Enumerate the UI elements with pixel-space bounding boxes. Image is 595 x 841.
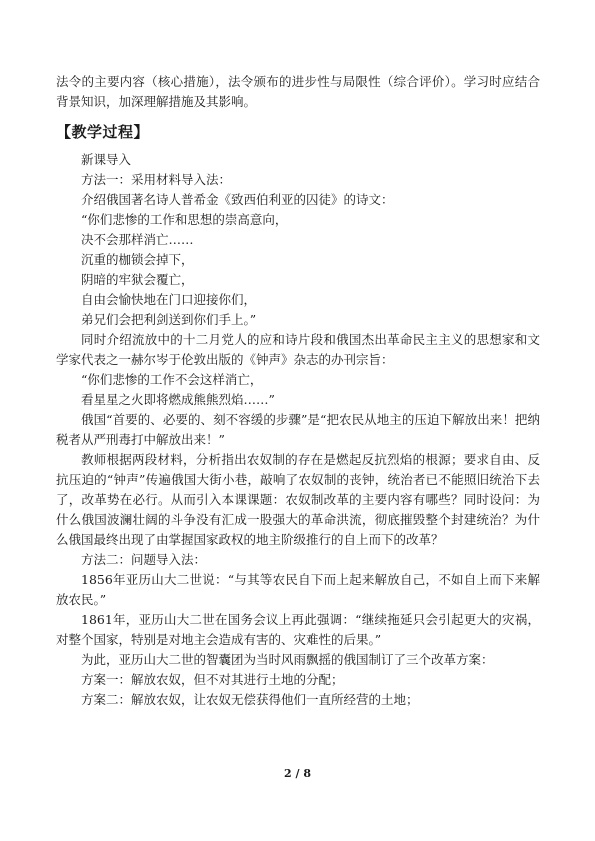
quote-line: 看星星之火即将燃成熊熊烈焰……” xyxy=(81,392,275,407)
poem-line: “你们悲惨的工作和思想的崇高意向， xyxy=(81,212,288,227)
body-paragraph: 1861年，亚历山大二世在国务会议上再此强调：“继续拖延只会引起更大的灾祸，对整个国家，特别是对地主会造成有害的、灾难性的后果。” xyxy=(56,612,540,647)
section-heading: 【教学过程】 xyxy=(56,123,150,141)
body-paragraph: 俄国“首要的、必要的、刻不容缓的步骤”是“把农民从地主的压迫下解放出来！把纳税者从严刑毒打中解放出来！” xyxy=(56,412,540,447)
body-section xyxy=(56,150,540,710)
intro-paragraph: 法令的主要内容（核心措施），法令颁布的进步性与局限性（综合评价）。学习时应结合背景知识，加深理解措施及其影响。 xyxy=(56,74,540,109)
poem-line: 弟兄们会把利剑送到你们手上。” xyxy=(81,312,257,327)
body-paragraph: 方法二：问题导入法： xyxy=(81,552,207,567)
body-paragraph: 新课导入 xyxy=(81,152,132,167)
body-paragraph: 为此，亚历山大二世的智囊团为当时风雨飘摇的俄国制订了三个改革方案： xyxy=(81,652,494,667)
body-paragraph: 方案一：解放农奴，但不对其进行土地的分配； xyxy=(81,672,344,687)
poem-line: 决不会那样消亡…… xyxy=(81,232,194,247)
body-paragraph: 教师根据两段材料，分析指出农奴制的存在是燃起反抗烈焰的根源；要求自由、反抗压迫的“钟声”传遍俄国大街小巷，敲响了农奴制的丧钟，统治者已不能照旧统治下去了，改革势在必行。从而引入本课课题：农奴制改革的主要内容有哪些？同时设问：为什么俄国波澜壮阔的斗争没有汇成一股强大的革命洪流，彻底摧毁整个封建统治？为什么俄国最终出现了由掌握国家政权的地主阶级推行的自上而下的改革？ xyxy=(56,452,540,547)
body-paragraph: 同时介绍流放中的十二月党人的应和诗片段和俄国杰出革命民主主义的思想家和文学家代表之一赫尔岑于伦敦出版的《钟声》杂志的办刊宗旨： xyxy=(56,332,540,367)
quote-line: “你们悲惨的工作不会这样消亡， xyxy=(81,372,263,387)
poem-line: 沉重的枷锁会掉下， xyxy=(81,252,194,267)
body-paragraph: 方法一：采用材料导入法： xyxy=(81,172,232,187)
body-paragraph: 介绍俄国著名诗人普希金《致西伯利亚的囚徒》的诗文： xyxy=(81,192,394,207)
poem-line: 自由会愉快地在门口迎接你们， xyxy=(81,292,257,307)
body-paragraph: 方案二：解放农奴，让农奴无偿获得他们一直所经营的土地； xyxy=(81,692,419,707)
intro-section xyxy=(56,72,540,112)
poem-line: 阴暗的牢狱会覆亡， xyxy=(81,272,194,287)
body-paragraph: 1856年亚历山大二世说：“与其等农民自下而上起来解放自己，不如自上而下来解放农民。” xyxy=(56,572,540,607)
page-number: 2 / 8 xyxy=(284,767,311,780)
